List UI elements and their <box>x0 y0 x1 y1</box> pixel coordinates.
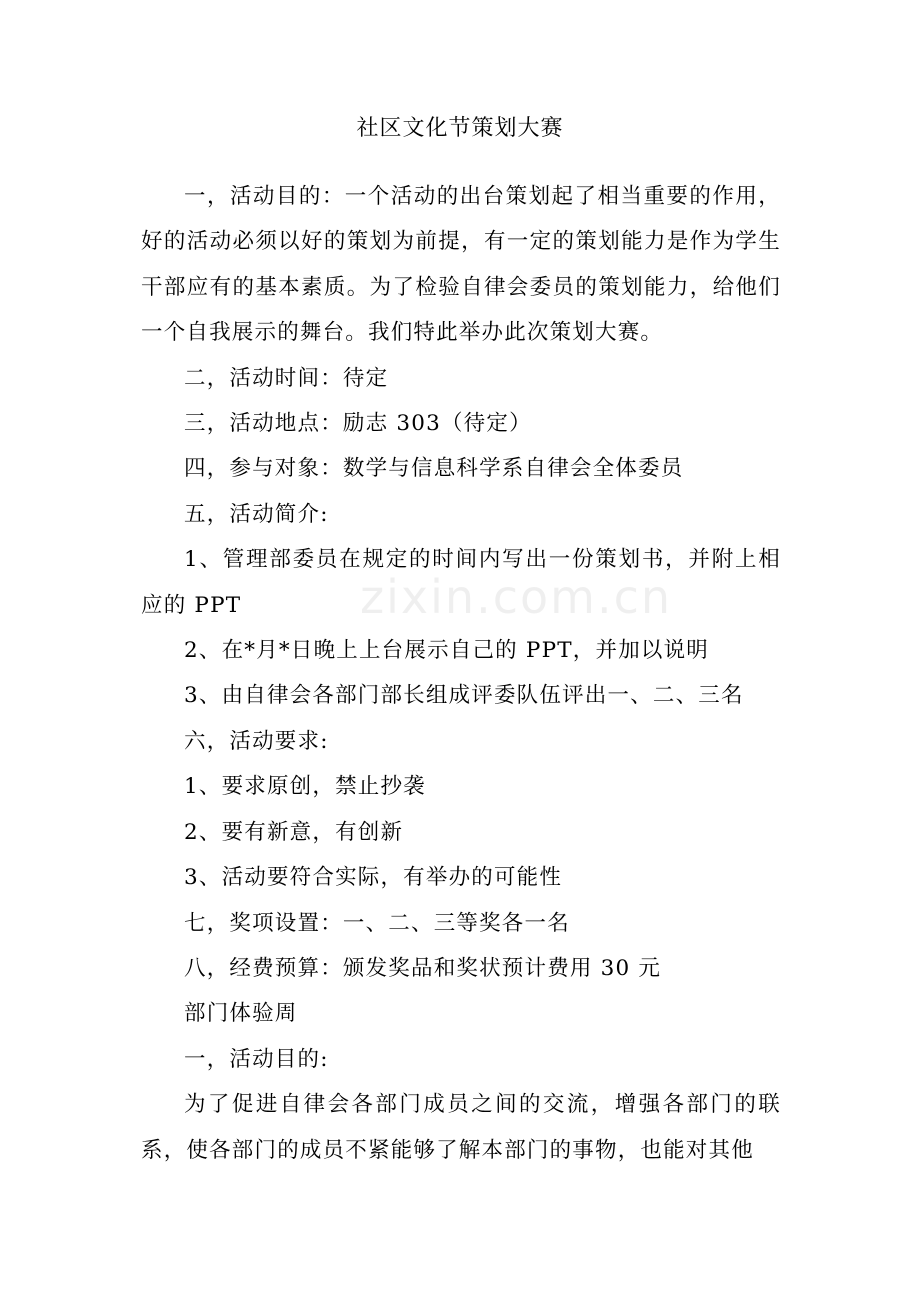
paragraph-requirement-3: 3、活动要符合实际，有举办的可能性 <box>184 865 563 891</box>
paragraph-awards: 七，奖项设置：一、二、三等奖各一名 <box>184 910 570 936</box>
paragraph-time: 二，活动时间：待定 <box>184 365 389 391</box>
paragraph-requirements-heading: 六，活动要求: <box>184 728 329 754</box>
paragraph-requirement-2: 2、要有新意，有创新 <box>184 819 404 845</box>
paragraph-intro-item-2: 2、在*月*日晚上上台展示自己的 PPT，并加以说明 <box>184 638 709 664</box>
paragraph-section-title: 部门体验周 <box>184 1001 298 1027</box>
paragraph-intro-heading: 五，活动简介: <box>184 501 329 527</box>
paragraph-section-purpose-heading: 一，活动目的: <box>184 1046 329 1072</box>
watermark: zixin.com.cn <box>360 570 673 624</box>
document-title: 社区文化节策划大赛 <box>356 116 564 141</box>
paragraph-intro-item-1: 1、管理部委员在规定的时间内写出一份策划书，并附上相应的 PPT <box>141 547 781 618</box>
paragraph-participants: 四，参与对象：数学与信息科学系自律会全体委员 <box>184 456 684 482</box>
paragraph-purpose: 一，活动目的：一个活动的出台策划起了相当重要的作用，好的活动必须以好的策划为前提，有一定的策划能力是作为学生干部应有的基本素质。为了检验自律会委员的策划能力，给他们一个自我展示的舞台。我们特此举办此次策划大赛。 <box>141 184 781 346</box>
document-body <box>141 174 781 1173</box>
paragraph-budget: 八，经费预算：颁发奖品和奖状预计费用 30 元 <box>184 955 662 981</box>
paragraph-section-purpose-text: 为了促进自律会各部门成员之间的交流，增强各部门的联系，使各部门的成员不紧能够了解本部门的事物，也能对其他 <box>141 1092 781 1163</box>
paragraph-location: 三，活动地点：励志 303（待定） <box>184 411 532 437</box>
paragraph-requirement-1: 1、要求原创，禁止抄袭 <box>184 774 426 800</box>
paragraph-intro-item-3: 3、由自律会各部门部长组成评委队伍评出一、二、三名 <box>184 683 744 709</box>
